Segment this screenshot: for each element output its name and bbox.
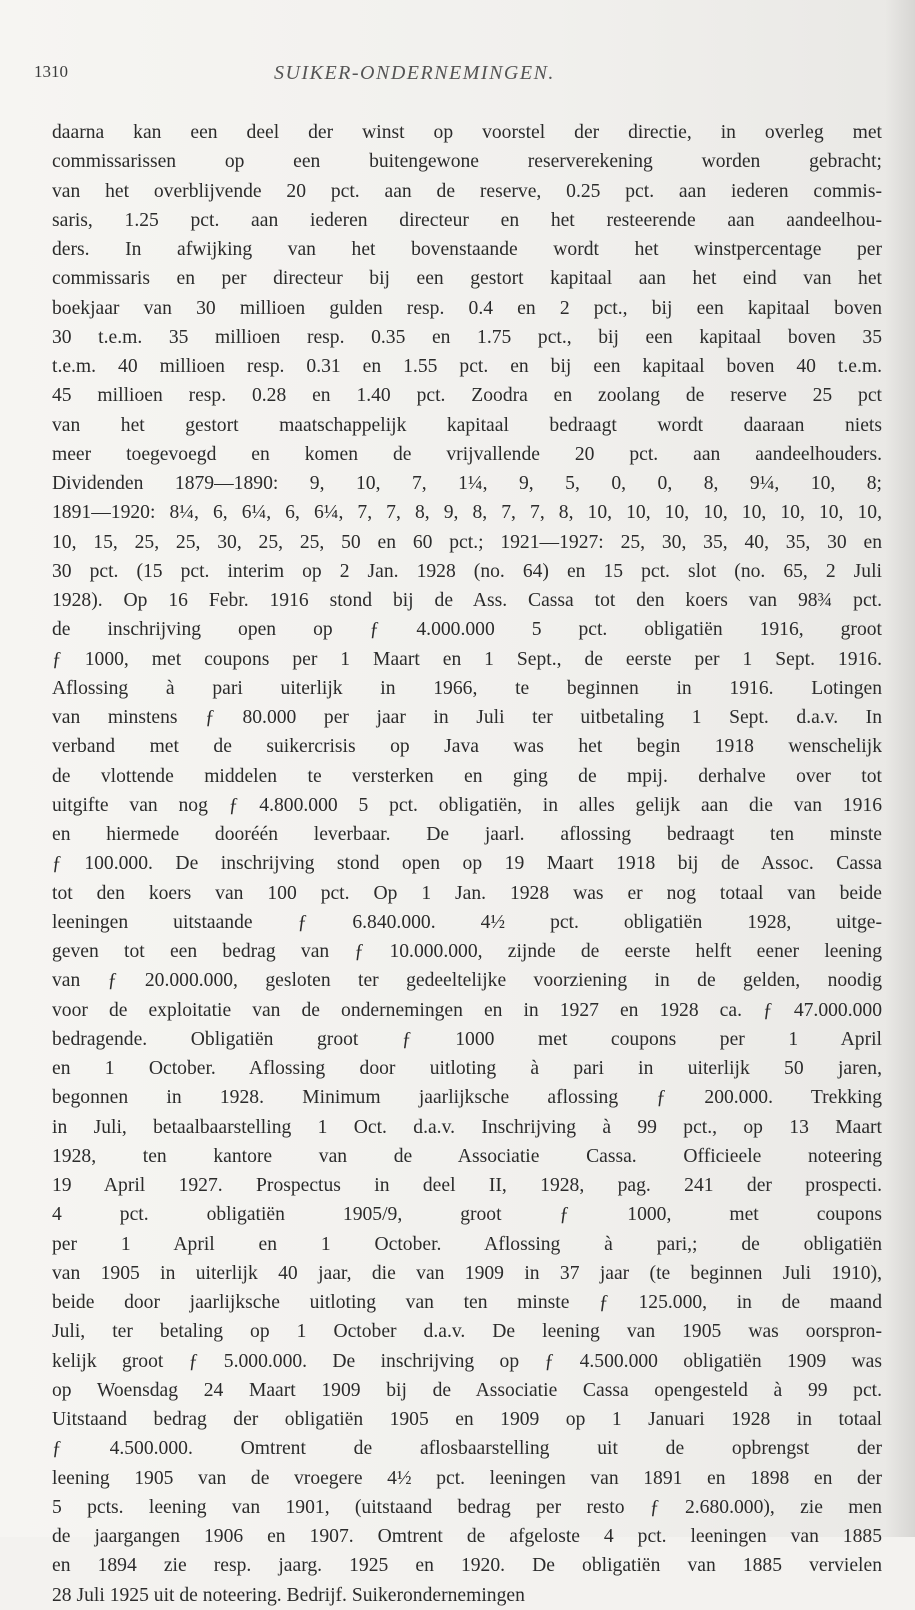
text-line: uitgifte van nog ƒ 4.800.000 5 pct. obligatiën, in alles gelijk aan die van 1916 — [52, 794, 882, 816]
text-line: beide door jaarlijksche uitloting van ten minste ƒ 125.000, in de maand — [52, 1292, 882, 1313]
text-line: 28 Juli 1925 uit de noteering. Bedrijf. Suikerondernemingen — [52, 1584, 525, 1606]
text-line: boekjaar van 30 millioen gulden resp. 0.4 en 2 pct., bij een kapitaal boven — [52, 297, 882, 319]
text-line: Uitstaand bedrag der obligatiën 1905 en 1909 op 1 Januari 1928 in totaal — [52, 1409, 882, 1430]
text-line: van het overblijvende 20 pct. aan de reserve, 0.25 pct. aan iederen commis- — [52, 180, 882, 202]
text-line: daarna kan een deel der winst op voorstel der directie, in overleg met — [52, 122, 882, 143]
text-line: 1891—1920: 8¼, 6, 6¼, 6, 6¼, 7, 7, 8, 9, 8, 7, 7, 8, 10, 10, 10, 10, 10, 10, 10, 10, — [52, 502, 882, 524]
text-line: Juli, ter betaling op 1 October d.a.v. De leening van 1905 was oorspron- — [52, 1321, 882, 1343]
text-line: en hiermede dooréén leverbaar. De jaarl. aflossing bedraagt ten minste — [52, 824, 882, 845]
text-line: van het gestort maatschappelijk kapitaal bedraagt wordt daaraan niets — [52, 414, 882, 436]
text-line: 1928, ten kantore van de Associatie Cassa. Officieele noteering — [52, 1145, 882, 1167]
text-line: t.e.m. 40 millioen resp. 0.31 en 1.55 pct. en bij een kapitaal boven 40 t.e.m. — [52, 356, 882, 377]
text-line: ƒ 4.500.000. Omtrent de aflosbaarstelling uit de opbrengst der — [52, 1438, 882, 1460]
text-line: per 1 April en 1 October. Aflossing à pari,; de obligatiën — [52, 1233, 882, 1255]
text-line: ders. In afwijking van het bovenstaande wordt het winstpercentage per — [52, 239, 882, 260]
text-line: ƒ 100.000. De inschrijving stond open op 19 Maart 1918 bij de Assoc. Cassa — [52, 853, 882, 875]
text-line: van 1905 in uiterlijk 40 jaar, die van 1909 in 37 jaar (te beginnen Juli 1910), — [52, 1262, 882, 1284]
text-line: geven tot een bedrag van ƒ 10.000.000, zijnde de eerste helft eener leening — [52, 941, 882, 962]
text-line: op Woensdag 24 Maart 1909 bij de Associatie Cassa opengesteld à 99 pct. — [52, 1379, 882, 1401]
text-line: leeningen uitstaande ƒ 6.840.000. 4½ pct. obligatiën 1928, uitge- — [52, 911, 882, 933]
text-line: 30 pct. (15 pct. interim op 2 Jan. 1928 (no. 64) en 15 pct. slot (no. 65, 2 Juli — [52, 560, 882, 582]
page-edge-shadow — [885, 0, 915, 1537]
text-line: saris, 1.25 pct. aan iederen directeur en het resteerende aan aandeelhou- — [52, 209, 882, 231]
text-line: begonnen in 1928. Minimum jaarlijksche aflossing ƒ 200.000. Trekking — [52, 1087, 882, 1109]
text-line: van minstens ƒ 80.000 per jaar in Juli ter uitbetaling 1 Sept. d.a.v. In — [52, 707, 882, 728]
text-line: leening 1905 van de vroegere 4½ pct. leeningen van 1891 en 1898 en der — [52, 1467, 882, 1489]
text-line: de inschrijving open op ƒ 4.000.000 5 pct. obligatiën 1916, groot — [52, 619, 882, 641]
text-line: tot den koers van 100 pct. Op 1 Jan. 1928 was er nog totaal van beide — [52, 882, 882, 904]
text-line: 45 millioen resp. 0.28 en 1.40 pct. Zoodra en zoolang de reserve 25 pct — [52, 385, 882, 407]
text-line: Dividenden 1879—1890: 9, 10, 7, 1¼, 9, 5, 0, 0, 8, 9¼, 10, 8; — [52, 473, 882, 494]
text-line: de jaargangen 1906 en 1907. Omtrent de afgeloste 4 pct. leeningen van 1885 — [52, 1526, 882, 1547]
text-line: commissaris en per directeur bij een gestort kapitaal aan het eind van het — [52, 268, 882, 290]
text-line: de vlottende middelen te versterken en ging de mpij. derhalve over tot — [52, 765, 882, 787]
text-line: bedragende. Obligatiën groot ƒ 1000 met coupons per 1 April — [52, 1028, 882, 1050]
page-number: 1310 — [34, 62, 68, 81]
text-line: verband met de suikercrisis op Java was het begin 1918 wenschelijk — [52, 736, 882, 758]
text-line: 4 pct. obligatiën 1905/9, groot ƒ 1000, met coupons — [52, 1204, 882, 1226]
text-line: van ƒ 20.000.000, gesloten ter gedeeltelijke voorziening in de gelden, noodig — [52, 970, 882, 992]
text-line: meer toegevoegd en komen de vrijvallende 20 pct. aan aandeelhouders. — [52, 443, 882, 465]
text-line: Aflossing à pari uiterlijk in 1966, te beginnen in 1916. Lotingen — [52, 677, 882, 699]
text-line: in Juli, betaalbaarstelling 1 Oct. d.a.v. Inschrijving à 99 pct., op 13 Maart — [52, 1116, 882, 1138]
text-line: voor de exploitatie van de ondernemingen en in 1927 en 1928 ca. ƒ 47.000.000 — [52, 999, 882, 1021]
text-line: en 1894 zie resp. jaarg. 1925 en 1920. De obligatiën van 1885 vervielen — [52, 1555, 882, 1577]
text-line: ƒ 1000, met coupons per 1 Maart en 1 Sept., de eerste per 1 Sept. 1916. — [52, 648, 882, 670]
text-line: en 1 October. Aflossing door uitloting à pari in uiterlijk 50 jaren, — [52, 1058, 882, 1079]
text-line: 30 t.e.m. 35 millioen resp. 0.35 en 1.75 pct., bij een kapitaal boven 35 — [52, 326, 882, 348]
body-text — [52, 118, 882, 1610]
text-line: 10, 15, 25, 25, 30, 25, 25, 50 en 60 pct.; 1921—1927: 25, 30, 35, 40, 35, 30 en — [52, 531, 882, 553]
text-line: commissarissen op een buitengewone reserverekening worden gebracht; — [52, 151, 882, 173]
text-line: 5 pcts. leening van 1901, (uitstaand bedrag per resto ƒ 2.680.000), zie men — [52, 1496, 882, 1518]
text-line: kelijk groot ƒ 5.000.000. De inschrijving op ƒ 4.500.000 obligatiën 1909 was — [52, 1350, 882, 1372]
text-line: 1928). Op 16 Febr. 1916 stond bij de Ass. Cassa tot den koers van 98¾ pct. — [52, 590, 882, 611]
page-header — [34, 62, 884, 92]
running-title: SUIKER-ONDERNEMINGEN. — [274, 62, 555, 84]
text-line: 19 April 1927. Prospectus in deel II, 1928, pag. 241 der prospecti. — [52, 1175, 882, 1196]
